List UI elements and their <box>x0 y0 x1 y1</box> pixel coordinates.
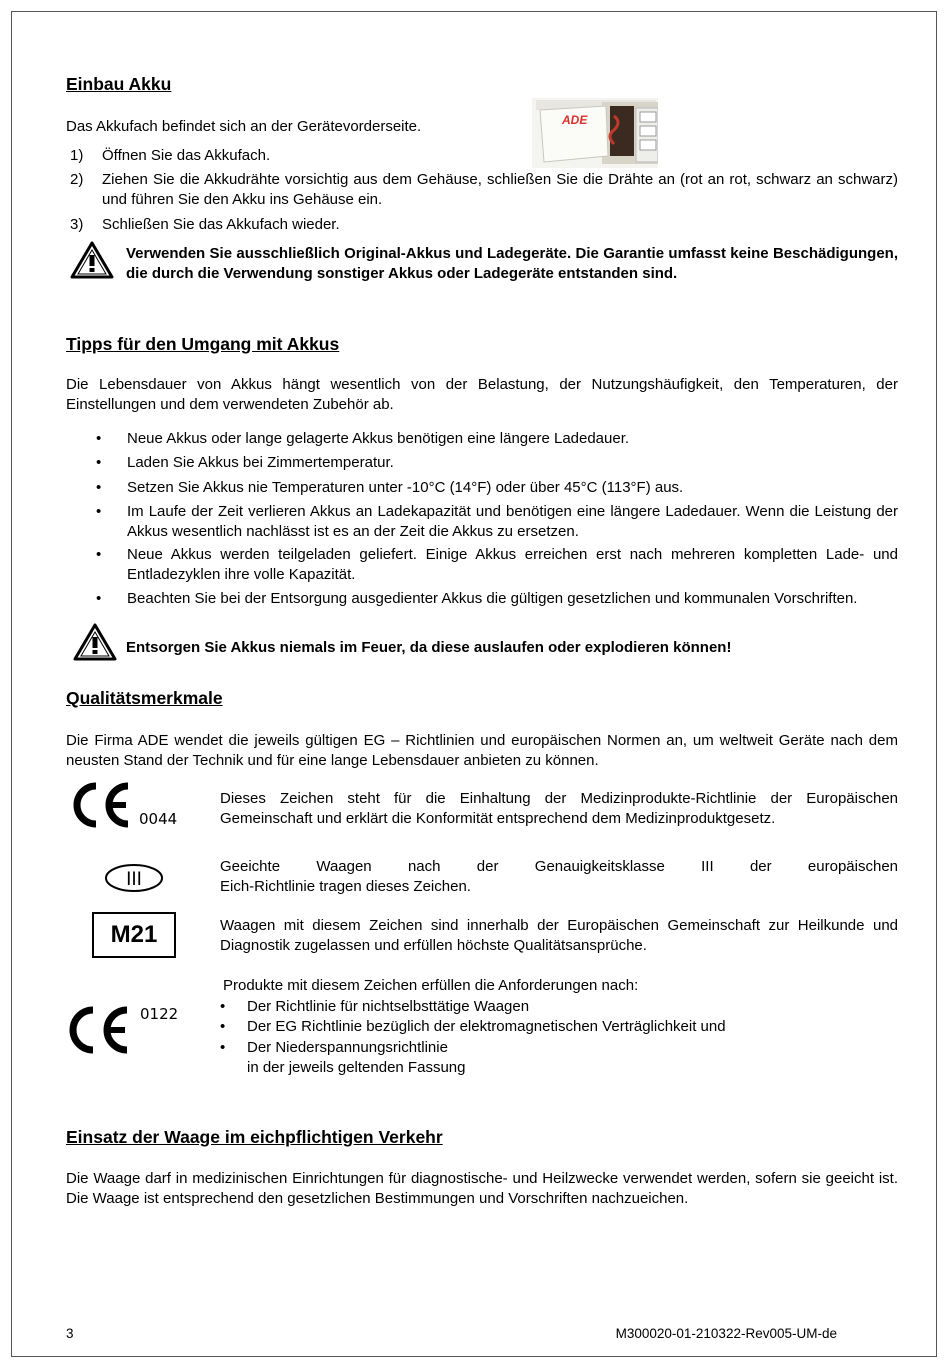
ce-notified-body-number: 0044 <box>139 810 178 828</box>
step-number: 1) <box>70 147 84 164</box>
ce2-item: Der Richtlinie für nichtselbsttätige Waagen <box>247 998 530 1015</box>
tip-item: Laden Sie Akkus bei Zimmertemperatur. <box>127 454 394 471</box>
section-title-tipps: Tipps für den Umgang mit Akkus <box>66 334 340 354</box>
section-title-einbau-akku: Einbau Akku <box>66 74 172 94</box>
document-id: M300020-01-210322-Rev005-UM-de <box>615 1326 837 1341</box>
section-title-qualitaetsmerkmale: Qualitätsmerkmale <box>66 688 223 708</box>
quality-intro: Die Firma ADE wendet die jeweils gültigen EG – Richtlinien und europäischen Normen an, um weltweit Geräte nach dem neusten Stand der Technik und für eine lange Lebensdauer anbieten zu können. <box>66 732 898 769</box>
class-iii-text-line1: Geeichte Waagen nach der Genauigkeitsklasse III der europäischen <box>220 858 898 875</box>
ce2-item: Der Niederspannungsrichtlinie <box>247 1039 448 1056</box>
page-frame <box>11 11 937 1357</box>
tip-item: Im Laufe der Zeit verlieren Akkus an Ladekapazität und benötigen eine längere Ladedauer. Wenn die Leistung der Akkus wesentlich nachlässt ist es an der Zeit die Akkus zu ersetzen. <box>127 503 898 540</box>
accuracy-class-iii-icon <box>104 862 164 894</box>
tip-item: Neue Akkus werden teilgeladen geliefert. Einige Akkus erreichen erst nach mehreren kompletten Lade- und Entladezyklen ihre volle Kapazität. <box>127 546 898 583</box>
ce-mark-icon <box>72 782 134 828</box>
page-number: 3 <box>66 1326 74 1341</box>
bullet-icon: • <box>96 503 102 520</box>
step-text: Schließen Sie das Akkufach wieder. <box>102 216 340 233</box>
warning-icon <box>70 240 114 280</box>
step-text: Ziehen Sie die Akkudrähte vorsichtig aus dem Gehäuse, schließen Sie die Drähte an (rot an rot, schwarz an schwarz) und führen Sie den Akku ins Gehäuse ein. <box>102 171 898 208</box>
bullet-icon: • <box>96 430 102 447</box>
ce2-item: Der EG Richtlinie bezüglich der elektromagnetischen Verträglichkeit und <box>247 1018 726 1035</box>
step-number: 3) <box>70 216 84 233</box>
m21-text: Waagen mit diesem Zeichen sind innerhalb der Europäischen Gemeinschaft zur Heilkunde und Diagnostik zugelassen und erfüllen höchste Qualitätsansprüche. <box>220 917 898 954</box>
tipps-intro: Die Lebensdauer von Akkus hängt wesentlich von der Belastung, der Nutzungshäufigkeit, den Temperaturen, der Einstellungen und dem verwendeten Zubehör ab. <box>66 376 898 413</box>
section-title-eichpflichtig: Einsatz der Waage im eichpflichtigen Verkehr <box>66 1127 443 1147</box>
bullet-icon: • <box>96 479 102 496</box>
m21-mark-icon: M21 <box>92 912 176 958</box>
eichpflichtig-text: Die Waage darf in medizinischen Einrichtungen für diagnostische- und Heilzwecke verwendet werden, sofern sie geeicht ist. Die Waage ist entsprechend den gesetzlichen Bestimmungen und Vorschriften nachzueichen. <box>66 1170 898 1207</box>
step-number: 2) <box>70 171 84 188</box>
class-iii-text-line2: Eich-Richtlinie tragen dieses Zeichen. <box>220 878 471 895</box>
tip-item: Beachten Sie bei der Entsorgung ausgedienter Akkus die gültigen gesetzlichen und kommunalen Vorschriften. <box>127 590 858 607</box>
step-text: Öffnen Sie das Akkufach. <box>102 147 271 164</box>
ce-notified-body-number: 0122 <box>140 1005 179 1023</box>
einbau-intro: Das Akkufach befindet sich an der Gerätevorderseite. <box>66 118 422 135</box>
bullet-icon: • <box>220 1039 226 1056</box>
tip-item: Setzen Sie Akkus nie Temperaturen unter -10°C (14°F) oder über 45°C (113°F) aus. <box>127 479 684 496</box>
bullet-icon: • <box>96 454 102 471</box>
ce-mark-icon <box>68 1006 134 1054</box>
warning-feuer: Entsorgen Sie Akkus niemals im Feuer, da diese auslaufen oder explodieren können! <box>126 639 732 656</box>
warning-icon <box>72 622 118 662</box>
warning-original-akkus: Verwenden Sie ausschließlich Original-Akkus und Ladegeräte. Die Garantie umfasst keine Beschädigungen, die durch die Verwendung sonstiger Akkus oder Ladegeräte entstanden sind. <box>126 245 898 282</box>
ade-logo: ADE <box>562 113 588 127</box>
ce2-intro: Produkte mit diesem Zeichen erfüllen die Anforderungen nach: <box>223 977 639 994</box>
tip-item: Neue Akkus oder lange gelagerte Akkus benötigen eine längere Ladedauer. <box>127 430 630 447</box>
bullet-icon: • <box>96 590 102 607</box>
class-mark-label: III <box>126 869 142 890</box>
bullet-icon: • <box>220 998 226 1015</box>
bullet-icon: • <box>220 1018 226 1035</box>
ce-medical-text: Dieses Zeichen steht für die Einhaltung der Medizinprodukte-Richtlinie der Europäischen Gemeinschaft und erklärt die Konformität entsprechend dem Medizinproduktgesetz. <box>220 790 898 827</box>
bullet-icon: • <box>96 546 102 563</box>
ce2-tail: in der jeweils geltenden Fassung <box>247 1059 466 1076</box>
